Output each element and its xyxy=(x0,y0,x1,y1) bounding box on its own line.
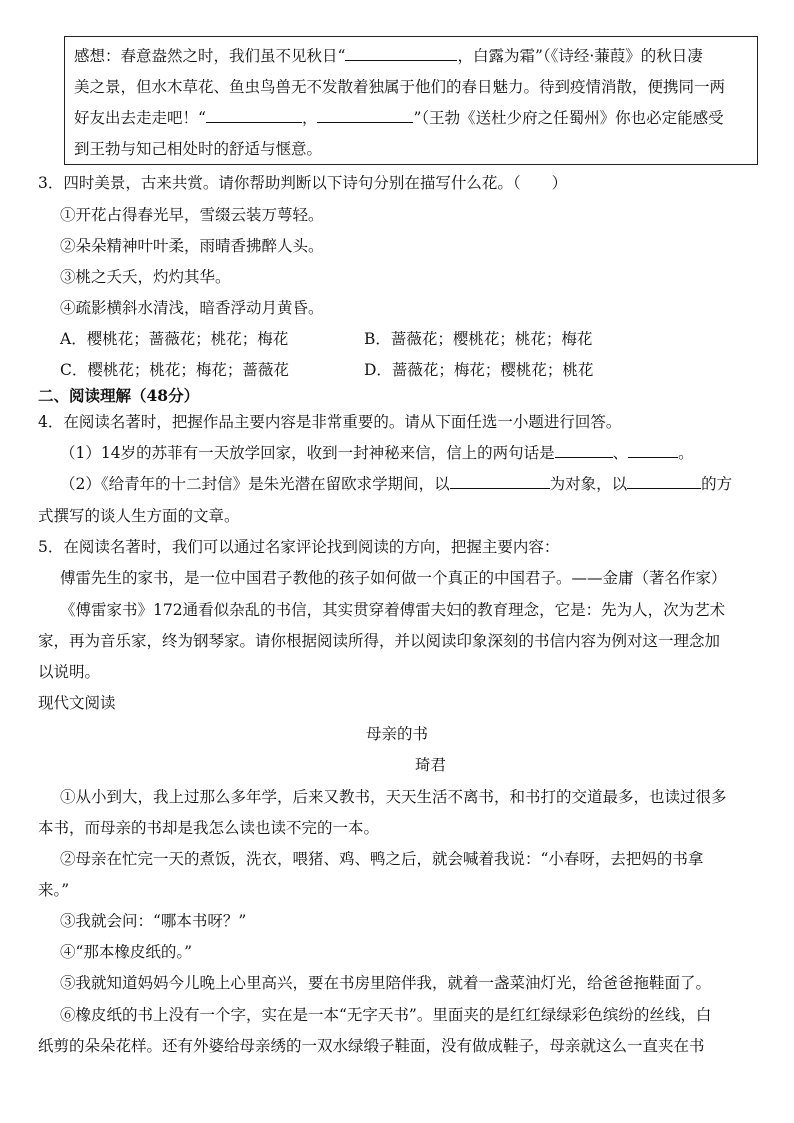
paragraph-4: ④“那本橡皮纸的。” xyxy=(60,943,193,961)
paragraph-1: ①从小到大，我上过那么多年学，后来又教书，天天生活不离书，和书打的交道最多，也读过很多 xyxy=(60,788,727,806)
modern-reading-label: 现代文阅读 xyxy=(38,694,116,712)
poem-line-4: ④疏影横斜水清浅，暗香浮动月黄昏。 xyxy=(60,299,324,317)
section-heading: 二、阅读理解（48分） xyxy=(38,386,200,405)
blank-field[interactable] xyxy=(345,46,457,61)
blank-field[interactable] xyxy=(628,443,678,458)
paragraph-2-cont: 来。” xyxy=(38,881,70,899)
paragraph-6-cont: 纸剪的朵朵花样。还有外婆给母亲绣的一双水绿缎子鞋面，没有做成鞋子，母亲就这么一直夹在书 xyxy=(38,1037,705,1055)
article-title: 母亲的书 xyxy=(365,725,428,743)
option-d[interactable]: D．蔷薇花；梅花；樱桃花；桃花 xyxy=(364,361,594,379)
blank-field[interactable] xyxy=(450,474,550,489)
blank-field[interactable] xyxy=(317,108,413,123)
question-4-stem: 4．在阅读名著时，把握作品主要内容是非常重要的。请从下面任选一小题进行回答。 xyxy=(38,413,622,431)
reflection-line-4: 到王勃与知己相处时的舒适与惬意。 xyxy=(74,140,323,158)
reflection-line-1: 感想：春意盎然之时，我们虽不见秋日“ ，白露为霜”（《诗经·蒹葭》的秋日凄 xyxy=(74,47,703,65)
question-4-sub-2: （2）《给青年的十二封信》是朱光潜在留欧求学期间，以 为对象，以 的方 xyxy=(60,475,733,493)
paragraph-6: ⑥橡皮纸的书上没有一个字，实在是一本“无字天书”。里面夹的是红红绿绿彩色缤纷的丝线，白 xyxy=(60,1006,712,1024)
article-author: 琦君 xyxy=(415,756,447,774)
question-3-stem: 3．四时美景，古来共赏。请你帮助判断以下诗句分别在描写什么花。（ ） xyxy=(38,174,568,192)
paragraph-3: ③我就会问：“哪本书呀？” xyxy=(60,912,247,930)
question-4-sub-1: （1）14岁的苏菲有一天放学回家，收到一封神秘来信，信上的两句话是 、 。 xyxy=(60,444,694,462)
question-5-line-2: 《傅雷家书》172通看似杂乱的书信，其实贯穿着傅雷夫妇的教育理念，它是：先为人，次为艺术 xyxy=(60,601,726,619)
option-a[interactable]: A．樱桃花；蔷薇花；桃花；梅花 xyxy=(60,330,289,348)
paragraph-1-cont: 本书，而母亲的书却是我怎么读也读不完的一本。 xyxy=(38,819,380,837)
question-5-stem: 5．在阅读名著时，我们可以通过名家评论找到阅读的方向，把握主要内容： xyxy=(38,538,560,556)
option-b[interactable]: B．蔷薇花；樱桃花；桃花；梅花 xyxy=(364,330,593,348)
blank-field[interactable] xyxy=(627,474,701,489)
question-4-sub-2-cont: 式撰写的谈人生方面的文章。 xyxy=(38,507,240,525)
reflection-line-2: 美之景，但水木草花、鱼虫鸟兽无不发散着独属于他们的春日魅力。待到疫情消散，便携同一两 xyxy=(74,78,726,96)
paragraph-5: ⑤我就知道妈妈今儿晚上心里高兴，要在书房里陪伴我，就着一盏菜油灯光，给爸爸拖鞋面了。 xyxy=(60,974,712,992)
poem-line-2: ②朵朵精神叶叶柔，雨晴香拂醉人头。 xyxy=(60,237,324,255)
poem-line-3: ③桃之夭夭，灼灼其华。 xyxy=(60,268,231,286)
question-5-line-3: 家，再为音乐家，终为钢琴家。请你根据阅读所得，并以阅读印象深刻的书信内容为例对这一理念加 xyxy=(38,632,721,650)
question-5-line-4: 以说明。 xyxy=(38,663,101,681)
paragraph-2: ②母亲在忙完一天的煮饭，洗衣，喂猪、鸡、鸭之后，就会喊着我说：“小春呀，去把妈的书拿 xyxy=(60,850,704,868)
question-5-quote: 傅雷先生的家书，是一位中国君子教他的孩子如何做一个真正的中国君子。——金庸（著名作家） xyxy=(60,569,727,587)
poem-line-1: ①开花占得春光早，雪缀云装万萼轻。 xyxy=(60,206,324,224)
reflection-line-3: 好友出去走走吧！“ ， ”（王勃《送杜少府之任蜀州》你也必定能感受 xyxy=(74,109,724,127)
blank-field[interactable] xyxy=(555,443,613,458)
blank-field[interactable] xyxy=(206,108,302,123)
option-c[interactable]: C．樱桃花；桃花；梅花；蔷薇花 xyxy=(60,361,289,379)
